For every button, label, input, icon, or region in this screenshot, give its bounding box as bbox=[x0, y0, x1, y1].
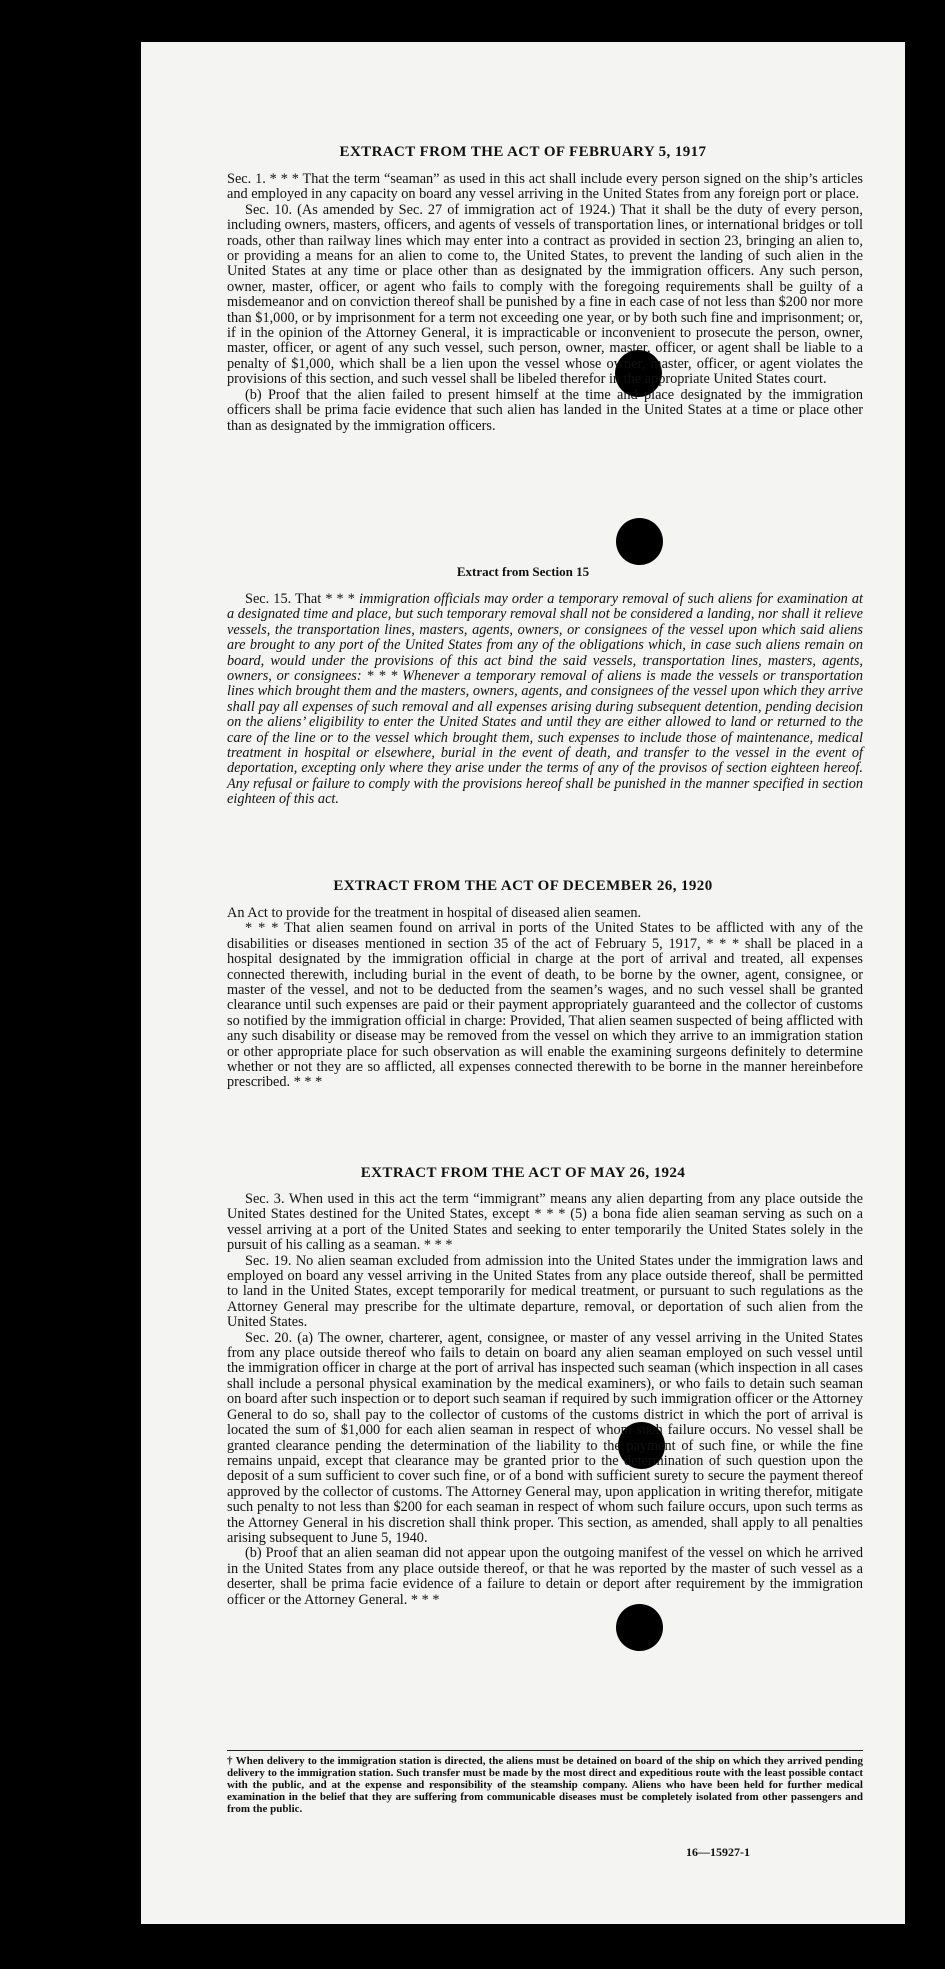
paragraph-sec10: Sec. 10. (As amended by Sec. 27 of immigration act of 1924.) That it shall be the duty of every person, including owners, masters, officers, and agents of vessels of transportation lines, or international bridges or toll roads, other than railway lines which may enter into a contract as provided in section 23, bringing an alien to, or providing a means for an alien to come to, the United States, to prevent the landing of such alien in the United States at any time or place other than as designated by the immigration officers. Any such person, owner, master, officer, or agent who fails to comply with the foregoing requirements shall be guilty of a misdemeanor and on conviction thereof shall be punished by a fine in each case of not less than $200 nor more than $1,000, or by imprisonment for a term not exceeding one year, or by both such fine and imprisonment; or, if in the opinion of the Attorney General, it is impracticable or inconvenient to prosecute the person, owner, master, officer, or agent of any such vessel, such person, owner, master, officer, or agent shall be liable to a penalty of $1,000, which shall be a lien upon the vessel whose owner, master, officer, or agent violates the provisions of this section, and such vessel shall be libeled therefor in the appropriate United States court. bbox=[227, 201, 863, 388]
heading-section-15: Extract from Section 15 bbox=[456, 564, 590, 579]
document-page bbox=[141, 42, 905, 1924]
paragraph-1920-body: * * * That alien seamen found on arrival in ports of the United States to be afflicted with any of the disabilities or diseases mentioned in section 35 of the act of February 5, 1917, * * * shall be placed in a hospital designated by the immigration official in charge at the port of arrival and treated, all expenses connected therewith, including burial in the event of death, to be borne by the owner, agent, consignee, or master of the vessel, and not to be deducted from the seamen’s wages, and no such vessel shall be granted clearance until such expenses are paid or their payment appropriately guaranteed and the collector of customs so notified by the immigration official in charge: Provided, That alien seamen suspected of being afflicted with any such disability or disease may be removed from the vessel on which they arrive to an immigration station or other appropriate place for such observation as will enable the examining surgeons definitely to determine whether or not they are so afflicted, all expenses connected therewith to be borne in the manner hereinbefore prescribed. * * * bbox=[227, 920, 863, 1091]
paragraph-sec20a: Sec. 20. (a) The owner, charterer, agent, consignee, or master of any vessel arriving in the United States from any place outside thereof who fails to detain on board any alien seaman employed on such vessel until the immigration officer in charge at the port of arrival has inspected such seaman (which inspection in all cases shall include a personal physical examination by the medical examiners), or who fails to detain such seaman on board after such inspection or to deport such seaman if required by such immigration officer or the Attorney General to do so, shall pay to the collector of customs of the customs district in which the port of arrival is located the sum of $1,000 for each alien seaman in respect of whom such failure occurs. No vessel shall be granted clearance pending the determination of the liability to the payment of such fine, or while the fine remains unpaid, except that clearance may be granted prior to the determination of such question upon the deposit of a sum sufficient to cover such fine, or of a bond with sufficient surety to secure the payment thereof approved by the collector of customs. The Attorney General may, upon application in writing therefor, mitigate such penalty to not less than $200 for each seaman in respect of whom such failure occurs, upon such terms as the Attorney General in his discretion shall think proper. This section, as amended, shall apply to all penalties arising subsequent to June 5, 1940. bbox=[227, 1329, 863, 1546]
footnote: † When delivery to the immigration station is directed, the aliens must be detained on board of the ship on which they arrived pending delivery to the immigration station. Such transfer must be made by the most direct and expeditious route with the least possible contact with the public, and at the expense and responsibility of the steamship company. Aliens who have been held for further medical examination in the belief that they are suffering from communicable diseases must be completely isolated from other passengers and from the public. bbox=[227, 1755, 863, 1815]
section-15-block bbox=[227, 592, 863, 808]
heading-act-1924: EXTRACT FROM THE ACT OF MAY 26, 1924 bbox=[360, 1165, 686, 1181]
paragraph-sec1: Sec. 1. * * * That the term “seaman” as used in this act shall include every person signed on the ship’s articles and employed in any capacity on board any vessel arriving in the United States from any foreign port or place. bbox=[227, 171, 863, 203]
heading-act-1917: EXTRACT FROM THE ACT OF FEBRUARY 5, 1917 bbox=[339, 144, 707, 160]
punch-hole bbox=[616, 518, 663, 565]
section-1920 bbox=[227, 906, 863, 1091]
section-1917 bbox=[227, 172, 863, 434]
paragraph-sec10b: (b) Proof that the alien failed to present himself at the time and place designated by the immigration officers shall be prima facie evidence that such alien has landed in the United States at a time or place other than as designated by the immigration officers. bbox=[227, 386, 863, 434]
heading-act-1920: EXTRACT FROM THE ACT OF DECEMBER 26, 1920 bbox=[333, 878, 713, 894]
sec15-lead: Sec. 15. That * * * bbox=[245, 591, 360, 607]
paragraph-act-title: An Act to provide for the treatment in hospital of diseased alien seamen. bbox=[227, 905, 642, 921]
footnote-rule bbox=[227, 1750, 863, 1751]
paragraph-sec19: Sec. 19. No alien seaman excluded from admission into the United States under the immigration laws and employed on board any vessel arriving in the United States from any place outside thereof, shall be permitted to land in the United States, except temporarily for medical treatment, or pursuant to such regulations as the Attorney General may prescribe for the ultimate departure, removal, or deportation of such alien from the United States. bbox=[227, 1252, 863, 1331]
paragraph-sec3: Sec. 3. When used in this act the term “immigrant” means any alien departing from any place outside the United States destined for the United States, except * * * (5) a bona fide alien seaman serving as such on a vessel arriving at a port of the United States and seeking to enter temporarily the United States solely in the pursuit of his calling as a seaman. * * * bbox=[227, 1191, 863, 1254]
punch-hole bbox=[616, 1604, 663, 1651]
form-code: 16—15927-1 bbox=[686, 1845, 750, 1859]
section-1924 bbox=[227, 1192, 863, 1608]
paragraph-sec15: immigration officials may order a temporary removal of such aliens for examination at a designated time and place, but such temporary removal shall not be considered a landing, nor shall it relieve vessels, the transportation lines, masters, agents, owners, or consignees of the vessel upon which said aliens are brought to any port of the United States from any of the obligations which, in case such aliens remain on board, would under the provisions of this act bind the said vessels, transportation lines, masters, agents, owners, or consignees: * * * Whenever a temporary removal of aliens is made the vessels or transportation lines which brought them and the masters, owners, agents, and consignees of the vessel upon which they arrive shall pay all expenses of such removal and all expenses arising during subsequent detention, pending decision on the aliens’ eligibility to enter the United States and until they are either allowed to land or returned to the care of the line or to the vessel which brought them, such expenses to include those of maintenance, medical treatment in hospital or elsewhere, burial in the event of death, and transfer to the vessel in the event of deportation, excepting only where they arise under the terms of any of the provisos of section eighteen hereof. Any refusal or failure to comply with the provisions hereof shall be punished in the manner specified in section eighteen of this act. bbox=[227, 591, 863, 808]
paragraph-sec20b: (b) Proof that an alien seaman did not appear upon the outgoing manifest of the vessel on which he arrived in the United States from any place outside thereof, or that he was reported by the master of such vessel as a deserter, shall be prima facie evidence of a failure to detain or deport after requirement by the immigration officer or the Attorney General. * * * bbox=[227, 1545, 863, 1608]
